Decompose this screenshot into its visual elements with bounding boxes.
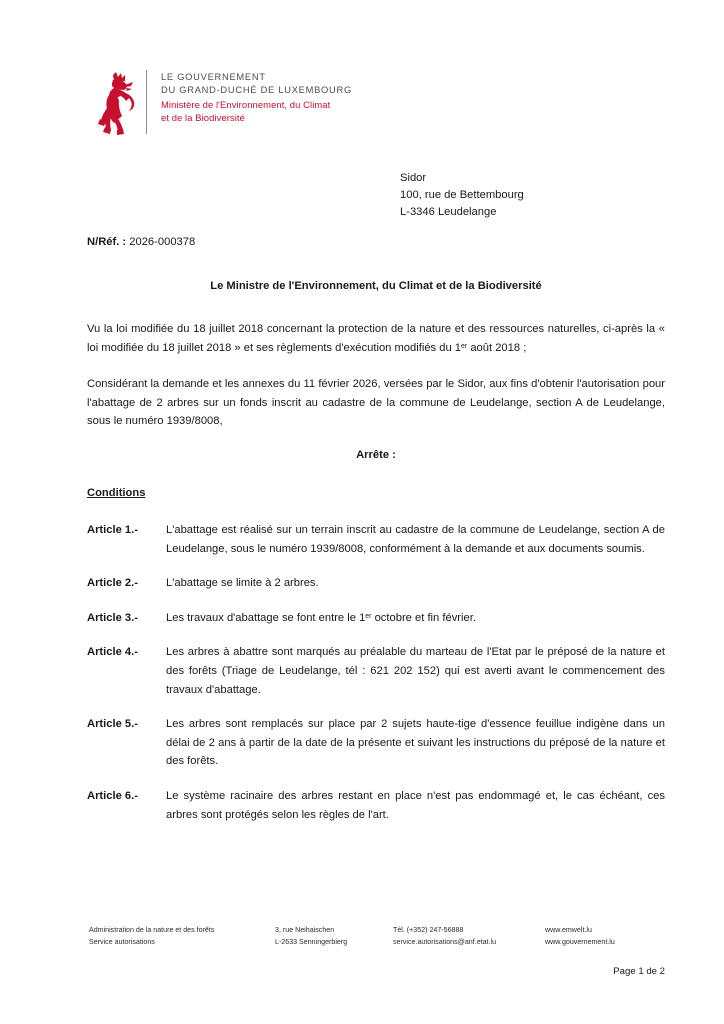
recipient-address [400,170,524,222]
article-4-label: Article 4.- [87,646,138,659]
recipient-city: L-3346 Leudelange [400,206,497,219]
article-3-text-head: Les travaux d'abattage se font entre le 1 [166,611,366,624]
recipient-name: Sidor [400,172,427,184]
letterhead-line-ministry-2: et de la Biodiversité [161,112,245,124]
article-4-text: Les arbres à abattre sont marqués au préalable du marteau de l'Etat par le préposé de la nature et des forêts (Triage de Leudelange, tél : 621 202 152) qui est averti avant le commencement des travaux d'abattage. [166,646,665,696]
page-title: Le Ministre de l'Environnement, du Climat et de la Biodiversité [210,280,542,292]
article-5 [87,715,665,771]
footer-column-address [275,925,393,948]
article-1 [87,521,665,558]
footer-street: 3, rue Neihaischen [275,926,335,934]
footer-website-gouvernement[interactable]: www.gouvernement.lu [545,937,615,946]
page-number: Page 1 de 2 [613,966,665,977]
footer-website-emwelt[interactable]: www.emwelt.lu [545,926,592,934]
footer-email[interactable]: service.autorisations@anf.etat.lu [393,937,497,946]
article-3-label: Article 3.- [87,611,138,624]
letterhead-line-grand-duchy: DU GRAND-DUCHÉ DE LUXEMBOURG [161,85,352,96]
article-2-text: L'abattage se limite à 2 arbres. [166,577,319,590]
reference-label: N/Réf. : [87,236,127,248]
paragraph-vu-superscript: er [461,342,468,350]
luxembourg-lion-icon [96,68,138,140]
arrete-heading: Arrête : [356,448,396,461]
article-6-text: Le système racinaire des arbres restant en place n'est pas endommagé et, le cas échéant, ces arbres sont protégés selon les règles de l'art. [166,789,665,821]
paragraph-considerant: Considérant la demande et les annexes du 11 février 2026, versées par le Sidor, aux fins d'obtenir l'autorisation pour l'abattage de 2 arbres sur un fonds inscrit au cadastre de la commune de Leudelange, section A de Leudelange, sous le numéro 1939/8008, [87,378,665,428]
footer-phone: Tél. (+352) 247-56888 [393,926,464,934]
article-3-superscript: er [365,612,372,620]
article-6 [87,787,665,824]
letterhead-text [161,68,352,125]
article-5-text: Les arbres sont remplacés sur place par 2 sujets haute-tige d'essence feuillue indigène dans un délai de 2 ans à partir de la date de la présente et suivant les instructions du préposé de la nature et des forêts. [166,718,665,768]
paragraph-vu [87,320,665,357]
article-3-text [166,609,665,628]
footer [89,925,669,948]
letterhead [96,68,352,140]
article-2-label: Article 2.- [87,577,138,590]
article-2 [87,574,665,593]
document-body [87,280,665,840]
letterhead-divider [146,70,147,134]
recipient-street: 100, rue de Bettembourg [400,189,524,202]
reference-line [87,236,195,248]
conditions-heading: Conditions [87,486,146,499]
letterhead-line-government: LE GOUVERNEMENT [161,72,266,82]
letterhead-line-ministry-1: Ministère de l'Environnement, du Climat [161,98,331,110]
footer-postal-city: L-2633 Senningerbierg [275,937,348,946]
article-1-label: Article 1.- [87,523,138,536]
article-3 [87,609,665,628]
paragraph-vu-text: Vu la loi modifiée du 18 juillet 2018 concernant la protection de la nature et des ressources naturelles, ci-après la « loi modifiée du 18 juillet 2018 » et ses règlements d'exécution modifiés du 1 [87,323,665,354]
article-6-label: Article 6.- [87,789,138,802]
footer-column-administration [89,925,275,948]
article-4 [87,643,665,699]
footer-column-contact [393,925,545,948]
paragraph-vu-tail: août 2018 ; [467,341,527,354]
reference-value: 2026-000378 [129,236,196,248]
footer-administration-name: Administration de la nature et des forêts [89,926,215,934]
article-5-label: Article 5.- [87,718,138,731]
article-3-text-tail: octobre et fin février. [371,611,476,624]
footer-column-websites [545,925,665,948]
footer-service-name: Service autorisations [89,937,155,946]
article-1-text: L'abattage est réalisé sur un terrain inscrit au cadastre de la commune de Leudelange, section A de Leudelange, sous le numéro 1939/8008, conformément à la demande et aux documents soumis. [166,523,665,555]
